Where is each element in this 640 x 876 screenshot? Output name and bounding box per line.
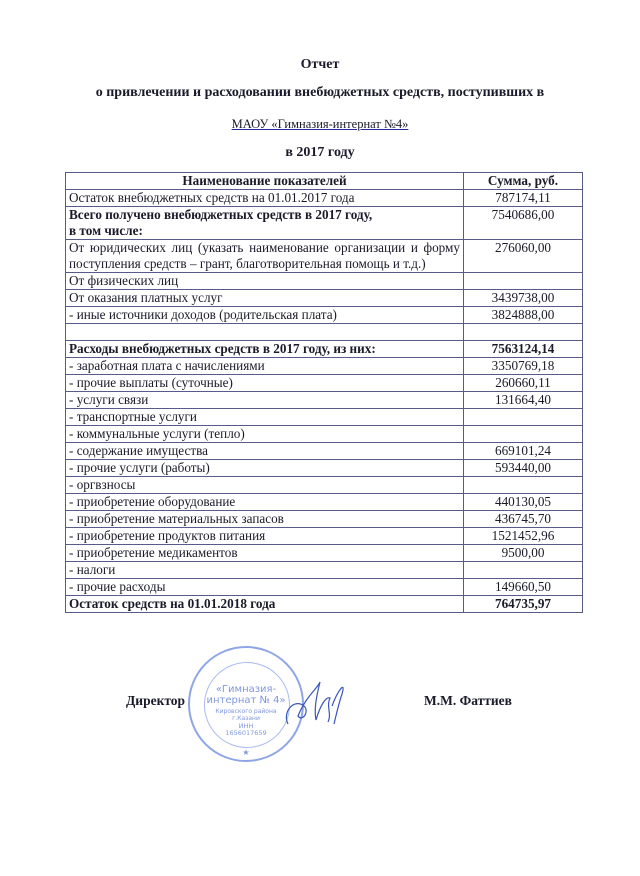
row-name: - прочие выплаты (суточные): [66, 375, 464, 392]
row-name: - прочие расходы: [66, 579, 464, 596]
table-row: [66, 273, 583, 290]
row-amount: [464, 273, 583, 290]
row-amount: 1521452,96: [464, 528, 583, 545]
organization-name: МАОУ «Гимназия-интернат №4»: [231, 117, 409, 131]
row-name: - приобретение продуктов питания: [66, 528, 464, 545]
table-row: [66, 494, 583, 511]
row-name: [66, 324, 464, 341]
stamp-line-3: Кировского района: [215, 708, 277, 715]
row-amount: 764735,97: [464, 596, 583, 613]
row-name: - прочие услуги (работы): [66, 460, 464, 477]
row-name: [66, 207, 464, 240]
table-row-empty: [66, 324, 583, 341]
row-name: - приобретение материальных запасов: [66, 511, 464, 528]
table-row: [66, 375, 583, 392]
row-amount: 3439738,00: [464, 290, 583, 307]
row-name: - налоги: [66, 562, 464, 579]
stamp-line-2: интернат № 4»: [206, 695, 286, 706]
row-amount: 440130,05: [464, 494, 583, 511]
stamp-line-6: 1656017659: [225, 729, 267, 737]
row-name: Остаток внебюджетных средств на 01.01.2017 года: [66, 190, 464, 207]
stamp-line-1: «Гимназия-: [215, 684, 277, 695]
row-amount: 149660,50: [464, 579, 583, 596]
row-amount: [464, 324, 583, 341]
table-row: [66, 511, 583, 528]
row-amount: 260660,11: [464, 375, 583, 392]
row-amount: 787174,11: [464, 190, 583, 207]
row-amount: [464, 562, 583, 579]
table-row: [66, 307, 583, 324]
row-amount: 436745,70: [464, 511, 583, 528]
table-row: [66, 358, 583, 375]
row-name: - оргвзносы: [66, 477, 464, 494]
row-amount: 131664,40: [464, 392, 583, 409]
stamp-line-4: г.Казани: [232, 715, 260, 722]
table-row: [66, 207, 583, 240]
table-row: [66, 460, 583, 477]
row-amount: 7563124,14: [464, 341, 583, 358]
row-name: - заработная плата с начислениями: [66, 358, 464, 375]
row-amount: [464, 409, 583, 426]
table-row: [66, 290, 583, 307]
row-name: От физических лиц: [66, 273, 464, 290]
table-row: [66, 443, 583, 460]
row-name-line1: Всего получено внебюджетных средств в 2017 году,: [69, 207, 373, 222]
column-header-name: Наименование показателей: [66, 173, 464, 190]
document-title: Отчет: [300, 57, 340, 72]
table-header: [66, 173, 583, 190]
table-row: [66, 545, 583, 562]
row-amount: 3350769,18: [464, 358, 583, 375]
table-row: [66, 240, 583, 273]
table-row: [66, 190, 583, 207]
document-subtitle: о привлечении и расходовании внебюджетных средств, поступивших в: [95, 85, 545, 100]
row-name: Остаток средств на 01.01.2018 года: [66, 596, 464, 613]
table-row-closing-balance: [66, 596, 583, 613]
row-name-line2: в том числе:: [69, 223, 143, 238]
row-amount: 9500,00: [464, 545, 583, 562]
director-label: Директор: [126, 693, 186, 708]
table-row: [66, 477, 583, 494]
report-table: [65, 172, 583, 613]
row-amount: [464, 477, 583, 494]
row-name: - приобретение медикаментов: [66, 545, 464, 562]
row-name: - транспортные услуги: [66, 409, 464, 426]
table-row: [66, 528, 583, 545]
row-name: От юридических лиц (указать наименование организации и форму поступления средств – грант, благотворительная помощь и т.д.): [66, 240, 464, 273]
row-amount: 593440,00: [464, 460, 583, 477]
column-header-amount: Сумма, руб.: [464, 173, 583, 190]
row-name: Расходы внебюджетных средств в 2017 году, из них:: [66, 341, 464, 358]
stamp-line-5: ИНН: [238, 722, 254, 730]
table-row: [66, 562, 583, 579]
table-row-expenses-total: [66, 341, 583, 358]
row-name: - услуги связи: [66, 392, 464, 409]
director-name: М.М. Фаттиев: [424, 693, 512, 708]
row-amount: 276060,00: [464, 240, 583, 273]
row-amount: 7540686,00: [464, 207, 583, 240]
row-name: - коммунальные услуги (тепло): [66, 426, 464, 443]
row-name: - иные источники доходов (родительская плата): [66, 307, 464, 324]
table-row: [66, 392, 583, 409]
row-amount: 669101,24: [464, 443, 583, 460]
star-icon: ★: [242, 748, 250, 757]
table-row: [66, 579, 583, 596]
report-period: в 2017 году: [285, 145, 355, 160]
row-name: От оказания платных услуг: [66, 290, 464, 307]
row-name: - содержание имущества: [66, 443, 464, 460]
table-row: [66, 426, 583, 443]
handwritten-signature-icon: [280, 676, 350, 732]
row-amount: 3824888,00: [464, 307, 583, 324]
row-name: - приобретение оборудование: [66, 494, 464, 511]
row-amount: [464, 426, 583, 443]
table-row: [66, 409, 583, 426]
